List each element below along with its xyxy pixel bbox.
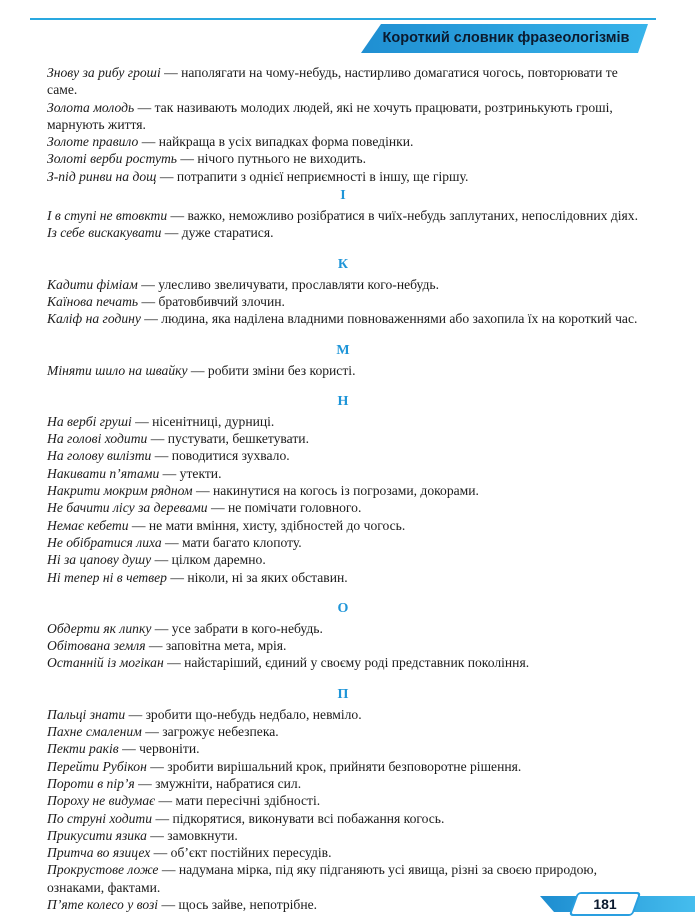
entry-definition: — поводитися зухвало. <box>151 448 290 464</box>
dictionary-entry <box>47 792 639 809</box>
dictionary-entry <box>47 569 639 586</box>
entry-definition: — ніколи, ні за яких обставин. <box>166 569 348 585</box>
entry-term: Золоте правило <box>47 134 139 150</box>
entry-term: Перейти Рубікон <box>47 758 147 774</box>
entry-definition: — так називають молодих людей, які не хочуть працювати, розтринькують гроші, марнують життя. <box>47 99 613 132</box>
entry-definition: — важко, неможливо розібратися в чиїх-небудь заплутаних, непослідовних діях. <box>167 208 638 224</box>
entry-term: Обітована земля <box>47 638 146 654</box>
entry-definition: — наполягати на чому-небудь, настирливо домагатися чогось, повторювати те саме. <box>47 65 618 98</box>
dictionary-entry <box>47 844 639 861</box>
dictionary-entry <box>47 465 639 482</box>
entry-definition: — мати пересічні здібності. <box>155 793 321 809</box>
page-number: 181 <box>593 896 617 912</box>
dictionary-entry <box>47 517 639 534</box>
entry-definition: — замовкнути. <box>146 827 238 843</box>
entry-definition: — змужніти, набратися сил. <box>134 775 302 791</box>
entry-definition: — дуже старатися. <box>161 225 274 241</box>
dictionary-entry <box>47 534 639 551</box>
entry-term: Прикусити язика <box>47 827 147 843</box>
entry-term: Накивати п’ятами <box>47 465 160 481</box>
entry-term: Ні за цапову душу <box>47 552 152 568</box>
dictionary-entry <box>47 775 639 792</box>
dictionary-entry <box>47 362 639 379</box>
dictionary-entry <box>47 637 639 654</box>
section-letter: К <box>337 256 349 272</box>
entry-term: По струні ходити <box>47 810 153 826</box>
entry-definition: — мати багато клопоту. <box>161 534 302 550</box>
entry-term: Кадити фіміам <box>47 276 138 292</box>
entry-definition: — братовбивчий злочин. <box>138 293 285 309</box>
dictionary-entry <box>47 168 639 185</box>
entry-definition: — не помічати головного. <box>207 500 362 516</box>
dictionary-entry <box>47 551 639 568</box>
dictionary-entry <box>47 99 639 134</box>
dictionary-entry <box>47 150 639 167</box>
entry-term: Пахне смаленим <box>47 724 142 740</box>
entry-definition: — червоніти. <box>118 741 200 757</box>
dictionary-entry <box>47 499 639 516</box>
entry-term: Пороти в пір’я <box>47 775 135 791</box>
entry-term: На вербі груші <box>47 413 132 429</box>
dictionary-entry <box>47 740 639 757</box>
entry-term: Притча во язицех <box>47 845 151 861</box>
entry-term: Не обібратися лиха <box>47 534 162 550</box>
section-letter: Н <box>337 393 349 409</box>
dictionary-entry <box>47 64 639 99</box>
entry-term: Обдерти як липку <box>47 620 152 636</box>
dictionary-entry <box>47 413 639 430</box>
dictionary-entry <box>47 207 639 224</box>
header-rule <box>30 18 656 20</box>
entry-term: І в ступі не втовкти <box>47 208 168 224</box>
entry-term: Золоті верби ростуть <box>47 151 177 167</box>
entry-term: Накрити мокрим рядном <box>47 483 193 499</box>
entry-definition: — загрожує небезпека. <box>141 724 279 740</box>
dictionary-entry <box>47 706 639 723</box>
entry-definition: — потрапити з однієї неприємності в іншу, ще гіршу. <box>156 168 469 184</box>
dictionary-entry <box>47 310 639 327</box>
entry-term: На голові ходити <box>47 431 148 447</box>
page-title: Короткий словник фразеологізмів <box>382 30 630 46</box>
entry-term: З-під ринви на дощ <box>47 168 157 184</box>
dictionary-entry <box>47 620 639 637</box>
dictionary-entry <box>47 276 639 293</box>
dictionary-entry <box>47 430 639 447</box>
entry-term: Останній із могікан <box>47 655 164 671</box>
entry-term: Золота молодь <box>47 99 135 115</box>
dictionary-entry <box>47 810 639 827</box>
entry-definition: — найкраща в усіх випадках форма поведінки. <box>138 134 414 150</box>
entry-definition: — не мати вміння, хисту, здібностей до чогось. <box>128 517 406 533</box>
dictionary-entry <box>47 654 639 671</box>
entry-term: Із себе вискакувати <box>47 225 162 241</box>
entry-definition: — найстаріший, єдиний у своєму роді представник покоління. <box>163 655 530 671</box>
entry-term: Пороху не видумає <box>47 793 156 809</box>
entry-definition: — щось зайве, непотрібне. <box>158 896 318 912</box>
dictionary-entry <box>47 758 639 775</box>
entry-term: Пекти раків <box>47 741 119 757</box>
entry-definition: — нісенітниці, дурниці. <box>131 413 275 429</box>
entry-definition: — надумана мірка, під яку підганяють усі явища, різні за своєю природою, ознаками, фактами. <box>47 862 597 895</box>
dictionary-entry <box>47 224 639 241</box>
entry-term: Знову за рибу гроші <box>47 65 161 80</box>
entry-term: Ні тепер ні в четвер <box>47 569 167 585</box>
entry-definition: — пустувати, бешкетувати. <box>147 431 309 447</box>
entry-definition: — зробити вирішальний крок, прийняти безповоротне рішення. <box>146 758 522 774</box>
entry-term: Немає кебети <box>47 517 129 533</box>
section-letter: П <box>337 686 349 702</box>
dictionary-entry <box>47 133 639 150</box>
entry-definition: — улесливо звеличувати, прославляти кого-небудь. <box>137 276 439 292</box>
section-letter: М <box>336 342 350 358</box>
entry-definition: — накинутися на когось із погрозами, докорами. <box>192 483 479 499</box>
entry-definition: — утекти. <box>159 465 222 481</box>
entry-definition: — усе забрати в кого-небудь. <box>151 620 323 636</box>
entry-term: Не бачити лісу за деревами <box>47 500 208 516</box>
section-letter: О <box>337 600 349 616</box>
entry-definition: — зробити що-небудь недбало, невміло. <box>125 706 362 722</box>
entry-definition: — підкорятися, виконувати всі побажання когось. <box>152 810 445 826</box>
dictionary-entry <box>47 827 639 844</box>
section-letter: І <box>340 188 346 204</box>
entry-definition: — людина, яка наділена владними повноваженнями або захопила їх на короткий час. <box>140 311 638 327</box>
entry-definition: — нічого путнього не виходить. <box>176 151 367 167</box>
entry-term: П’яте колесо у возі <box>47 896 159 912</box>
entry-term: Міняти шило на швайку <box>47 362 188 378</box>
entry-term: На голову вилізти <box>47 448 152 464</box>
entry-definition: — робити зміни без користі. <box>187 362 356 378</box>
entry-term: Пальці знати <box>47 706 126 722</box>
entry-term: Прокрустове ложе <box>47 862 159 878</box>
dictionary-entry <box>47 447 639 464</box>
entry-definition: — об’єкт постійних пересудів. <box>150 845 332 861</box>
dictionary-entry <box>47 293 639 310</box>
dictionary-entry <box>47 723 639 740</box>
dictionary-content <box>47 64 639 913</box>
entry-term: Каліф на годину <box>47 311 141 327</box>
entry-definition: — цілком даремно. <box>151 552 266 568</box>
dictionary-entry <box>47 482 639 499</box>
entry-term: Каїнова печать <box>47 293 139 309</box>
entry-definition: — заповітна мета, мрія. <box>145 638 287 654</box>
dictionary-entry <box>47 861 639 896</box>
